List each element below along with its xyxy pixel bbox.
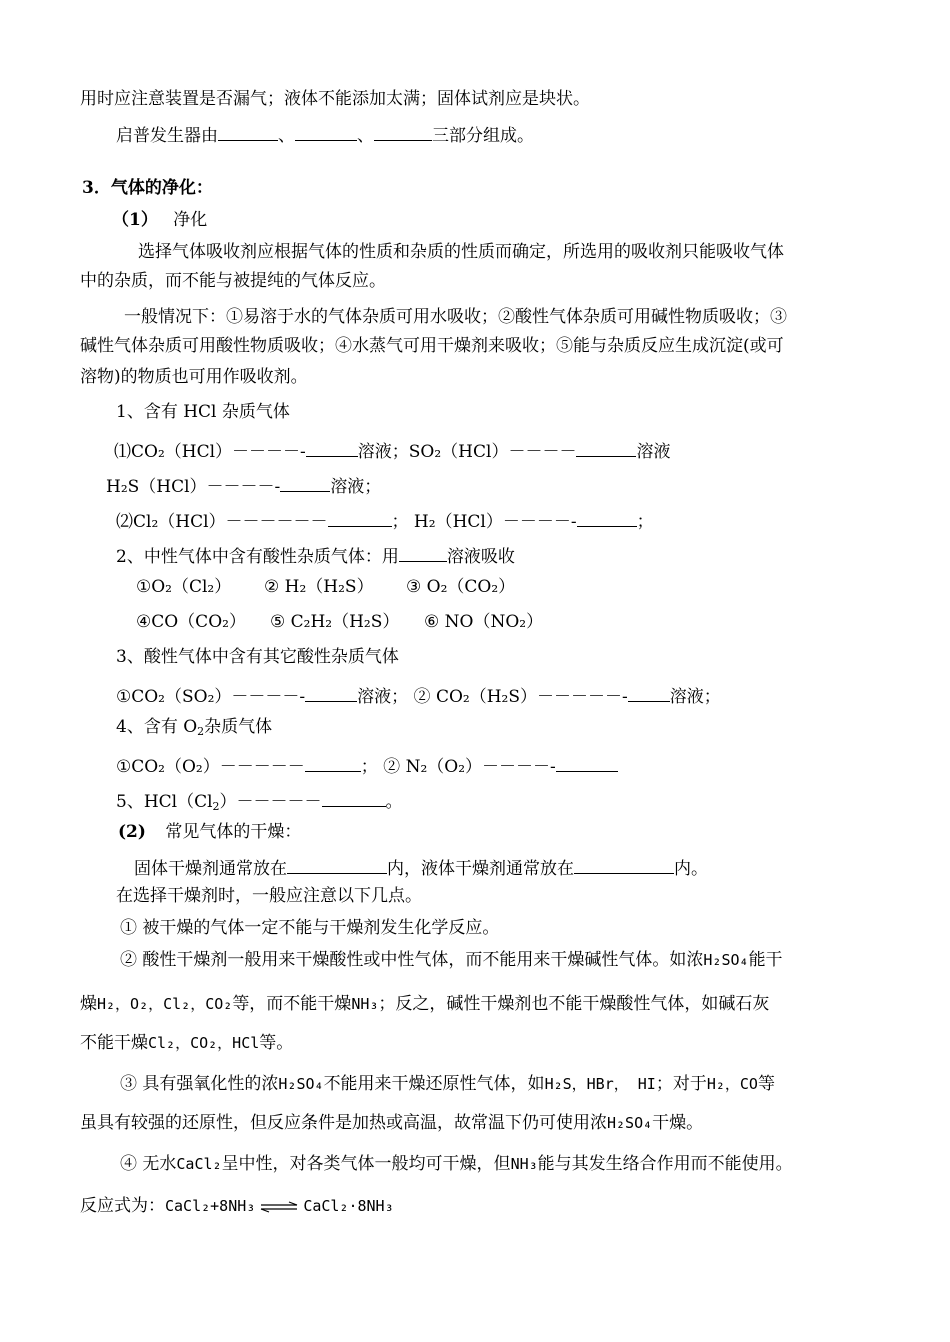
exercise-line <box>134 856 708 878</box>
formula: H₂SO₄ <box>607 1114 653 1132</box>
formula: H₂SO₄ <box>703 951 749 969</box>
exercise-line <box>116 684 721 706</box>
text-span: 不能用来干燥还原性气体，如 <box>323 1074 545 1094</box>
chem-text: 溶液 <box>636 442 671 462</box>
fill-blank[interactable] <box>306 439 358 457</box>
text-line <box>120 952 783 969</box>
text-span: 虽具有较强的还原性，但反应条件是加热或高温，故常温下仍可使用浓 <box>80 1113 607 1133</box>
formula: CaCl₂·8NH₃ <box>303 1197 394 1215</box>
chem-text: ； H₂（HCl）－－－－- <box>391 512 577 532</box>
text-span: 能与其发生络合作用而不能使用。 <box>537 1154 793 1174</box>
chem-text: ； <box>636 512 654 532</box>
formula: H₂SO₄ <box>278 1075 324 1093</box>
text-line: 一般情况下：①易溶于水的气体杂质可用水吸收；②酸性气体杂质可用碱性物质吸收；③ <box>124 307 787 327</box>
fill-blank[interactable] <box>577 509 637 527</box>
item-heading: 3、酸性气体中含有其它酸性杂质气体 <box>116 647 399 667</box>
text-span: 呈中性，对各类气体一般均可干燥，但 <box>221 1154 511 1174</box>
text-span: 内，液体干燥剂通常放在 <box>387 859 574 879</box>
text-line: 用时应注意装置是否漏气；液体不能添加太满；固体试剂应是块状。 <box>80 89 590 109</box>
text-span: 等 <box>757 1074 775 1094</box>
gas-pair: ③ O₂（CO₂） <box>406 577 516 597</box>
text-line <box>80 996 769 1013</box>
formula: Cl₂，CO₂，HCl <box>148 1034 260 1052</box>
text-span: 干燥。 <box>652 1113 704 1133</box>
text-span: 不能干燥 <box>80 1033 148 1053</box>
fill-blank[interactable] <box>556 754 618 772</box>
fill-blank[interactable] <box>305 684 357 702</box>
text-line: 中的杂质，而不能与被提纯的气体反应。 <box>80 271 386 291</box>
item-heading: 4、含有 $O_2$杂质气体 <box>116 717 273 738</box>
fill-blank[interactable] <box>287 856 387 874</box>
text-span: 内。 <box>674 859 708 879</box>
text-line: 选择气体吸收剂应根据气体的性质和杂质的性质而确定，所选用的吸收剂只能吸收气体 <box>138 242 784 262</box>
formula: CaCl₂+8NH₃ <box>165 1197 256 1215</box>
subsection-heading <box>118 824 301 841</box>
chem-text: 溶液 <box>357 442 392 462</box>
text-span: 等，而不能干燥 <box>232 994 352 1014</box>
text-span: 、 <box>357 126 374 146</box>
chem-text: ； ② N₂（O₂）－－－－- <box>360 757 556 777</box>
fill-blank[interactable] <box>574 856 674 874</box>
formula: NH₃ <box>351 995 379 1013</box>
text-span: 。 <box>385 792 403 812</box>
chem-text: ⑴CO₂（HCl）－－－－- <box>114 442 306 462</box>
text-span: 启普发生器由 <box>116 126 218 146</box>
fill-blank[interactable] <box>399 544 447 562</box>
gas-pair: ⑤ C₂H₂（H₂S） <box>270 612 400 632</box>
text-line: 在选择干燥剂时，一般应注意以下几点。 <box>116 886 422 906</box>
text-span: 燥 <box>80 994 97 1014</box>
exercise-line <box>106 474 381 496</box>
exercise-line <box>116 509 654 531</box>
section-heading: 3．气体的净化： <box>82 178 213 198</box>
subsection-title: 常见气体的干燥： <box>165 822 302 842</box>
item-heading: 5、$HCl(Cl_2)-----$ 。 <box>116 789 403 811</box>
text-span: ；反之，碱性干燥剂也不能干燥酸性气体，如碱石灰 <box>378 994 770 1014</box>
chem-text: ①CO₂（SO₂）－－－－- <box>116 687 306 707</box>
text-span: 三部分组成。 <box>432 126 534 146</box>
fill-blank[interactable] <box>328 509 392 527</box>
text-span: 等。 <box>259 1033 294 1053</box>
chem-text: ⑵Cl₂（HCl）－－－－－－ <box>116 512 328 532</box>
text-span: ③ 具有强氧化性的浓 <box>120 1074 279 1094</box>
fill-blank[interactable] <box>218 123 278 141</box>
formula: NH₃ <box>510 1155 538 1173</box>
item-heading <box>116 544 515 566</box>
chem-text: ；SO₂（HCl）－－－－ <box>391 442 577 462</box>
text-span: ）－－－－－ <box>219 792 322 812</box>
text-line: ① 被干燥的气体一定不能与干燥剂发生化学反应。 <box>120 918 500 938</box>
exercise-line <box>116 754 618 776</box>
exercise-line <box>114 439 670 461</box>
formula: H₂，O₂，Cl₂，CO₂ <box>97 995 233 1013</box>
subsection-title: 净化 <box>173 210 208 230</box>
fill-blank[interactable] <box>576 439 636 457</box>
formula: H₂，CO <box>706 1075 758 1093</box>
text-span: 4、含有 O <box>116 717 198 737</box>
text-line: 溶物)的物质也可用作吸收剂。 <box>80 367 308 387</box>
gas-pair: ⑥ NO（NO₂） <box>424 612 544 632</box>
text-span: ；对于 <box>655 1074 707 1094</box>
gas-pair: ④CO（CO₂） <box>136 612 246 632</box>
subsection-heading <box>112 212 207 229</box>
subsection-number: (2) <box>118 822 146 842</box>
chem-text: 溶液； ② CO₂（H₂S）－－－－－- <box>357 687 628 707</box>
equilibrium-arrow-icon <box>259 1201 299 1213</box>
fill-blank[interactable] <box>628 684 670 702</box>
fill-blank[interactable] <box>280 474 330 492</box>
item-heading: 1、含有 HCl 杂质气体 <box>116 402 290 422</box>
formula: H₂S，HBr， HI <box>544 1075 656 1093</box>
formula: CaCl₂ <box>176 1155 222 1173</box>
text-line <box>120 1156 793 1173</box>
chem-text: H₂S（HCl）－－－－- <box>106 477 281 497</box>
text-span: 杂质气体 <box>204 717 273 737</box>
reaction-line <box>80 1198 394 1215</box>
text-span: 反应式为： <box>80 1196 165 1216</box>
gas-pair: ①O₂（Cl₂） <box>136 577 232 597</box>
text-line: 碱性气体杂质可用酸性物质吸收；④水蒸气可用干燥剂来吸收；⑤能与杂质反应生成沉淀(或可 <box>80 336 784 356</box>
text-span: ④ 无水 <box>120 1154 177 1174</box>
text-span: 溶液吸收 <box>446 547 515 567</box>
gas-pair: ② H₂（H₂S） <box>264 577 374 597</box>
text-span: 2、中性气体中含有酸性杂质气体：用 <box>116 547 399 567</box>
text-span: 、 <box>278 126 295 146</box>
fill-blank[interactable] <box>305 754 361 772</box>
text-line <box>80 1115 703 1132</box>
chem-text: 溶液； <box>330 477 382 497</box>
fill-blank[interactable] <box>295 123 357 141</box>
text-line <box>80 1035 293 1052</box>
chem-text: ①CO₂（O₂）－－－－－ <box>116 757 305 777</box>
fill-blank[interactable] <box>374 123 432 141</box>
fill-blank[interactable] <box>322 789 386 807</box>
text-line <box>120 1076 775 1093</box>
text-span: 5、HCl（Cl <box>116 792 213 812</box>
subsection-number: （1） <box>112 210 158 230</box>
chem-text: 溶液； <box>669 687 721 707</box>
text-span: 能干 <box>748 950 783 970</box>
text-span: 固体干燥剂通常放在 <box>134 859 287 879</box>
text-line <box>116 123 534 145</box>
text-span: ② 酸性干燥剂一般用来干燥酸性或中性气体，而不能用来干燥碱性气体。如浓 <box>120 950 704 970</box>
